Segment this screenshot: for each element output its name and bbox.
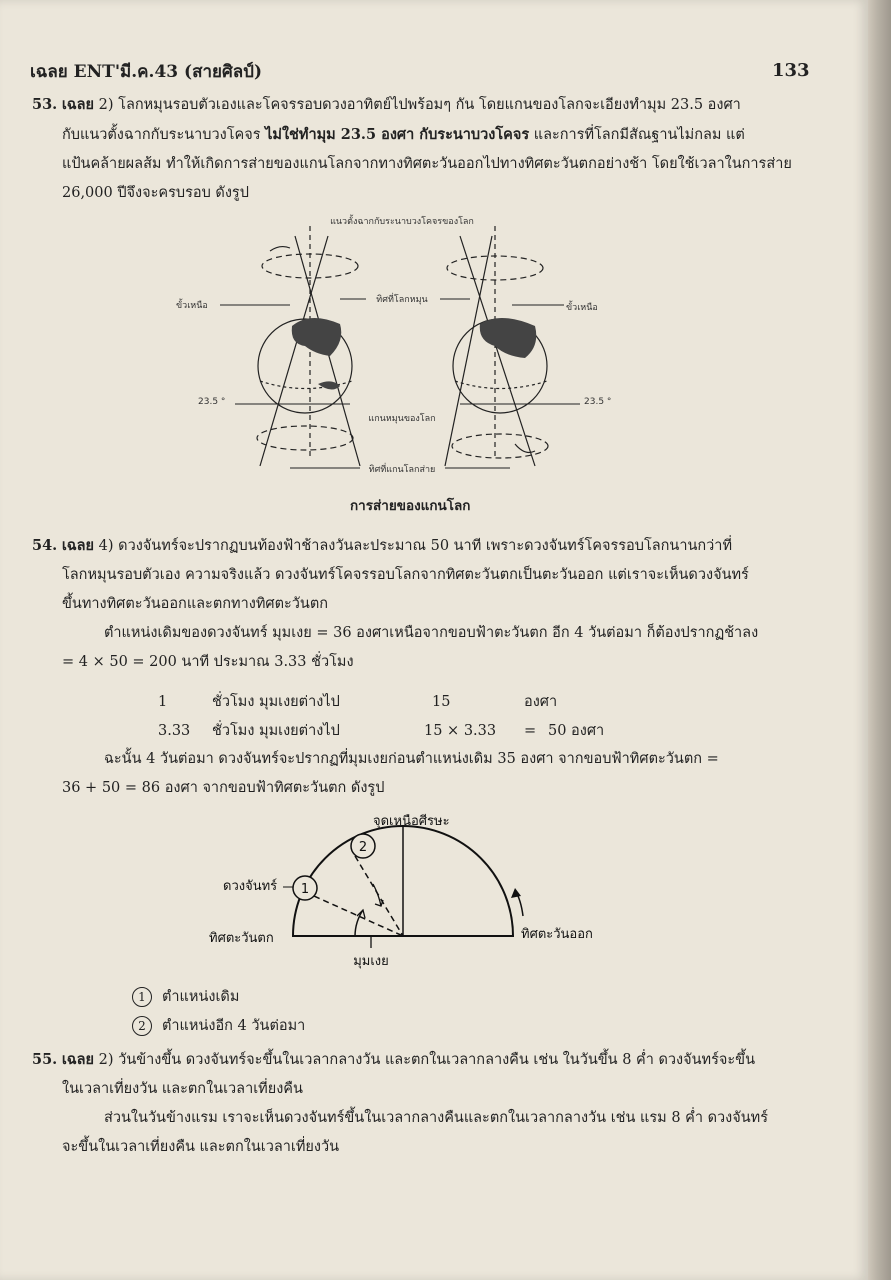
marker-2: 2 xyxy=(358,840,368,855)
answer-54-line-2: โลกหมุนรอบตัวเอง ความจริงแล้ว ดวงจันทร์โคจรรอบโลกจากทิศตะวันตกเป็นตะวันออก แต่เราจะเห็นดวงจันทร์ xyxy=(62,567,749,583)
calc-value: 15 × 3.33 xyxy=(424,723,497,739)
equals-sign: = xyxy=(524,723,537,739)
answer-lead: เฉลย xyxy=(61,96,95,113)
answer-lead: เฉลย xyxy=(61,1051,95,1068)
legend-label: ตำแหน่งอีก 4 วันต่อมา xyxy=(162,1018,306,1034)
moon-elevation-diagram xyxy=(205,808,625,978)
marker-1: 1 xyxy=(300,882,310,897)
answer-55 xyxy=(32,1045,812,1162)
hours-value: 3.33 xyxy=(158,723,191,739)
answer-lead: เฉลย xyxy=(61,537,95,554)
answer-54-para-3 xyxy=(32,745,812,803)
answer-55-line-1 xyxy=(32,1045,812,1075)
answer-53-line-4: 26,000 ปีจึงจะครบรอบ ดังรูป xyxy=(62,185,249,201)
east-label: ทิศตะวันออก xyxy=(521,927,593,942)
rotation-direction-label: ทิศที่โลกหมุน xyxy=(376,295,428,305)
zenith-label: จุดเหนือศีรษะ xyxy=(373,814,450,829)
calc-row-2 xyxy=(158,719,604,742)
question-number: 54. xyxy=(32,537,58,554)
north-pole-label-left: ขั้วเหนือ xyxy=(176,301,208,311)
running-header: เฉลย ENT'มี.ค.43 (สายศิลป์) xyxy=(30,62,262,82)
answer-54-line-1 xyxy=(32,531,812,561)
answer-choice: 4) xyxy=(98,538,114,554)
east-arrowhead xyxy=(511,888,521,898)
answer-text: วันข้างขึ้น ดวงจันทร์จะขึ้นในเวลากลางวัน และตกในเวลากลางคืน เช่น ในวันขึ้น 8 ค่ำ ดวงจันทร์จะขึ้น xyxy=(118,1052,755,1068)
emphasis-text: ไม่ใช่ทำมุม 23.5 องศา กับระนาบวงโคจร xyxy=(265,126,530,143)
continent-shape xyxy=(292,318,341,356)
calc-result: องศา xyxy=(524,694,558,710)
north-pole-label-right: ขั้วเหนือ xyxy=(566,303,598,313)
hours-unit: ชั่วโมง มุมเงยต่างไป xyxy=(212,723,340,739)
legend-item-1 xyxy=(132,985,239,1008)
answer-54-para-3-line-1: ฉะนั้น 4 วันต่อมา ดวงจันทร์จะปรากฏที่มุมเงยก่อนตำแหน่งเดิม 35 องศา จากขอบฟ้าทิศตะวันตก = xyxy=(104,751,719,767)
answer-54-para-2-line-2: = 4 × 50 = 200 นาที ประมาณ 3.33 ชั่วโมง xyxy=(62,654,354,670)
answer-text: โลกหมุนรอบตัวเองและโคจรรอบดวงอาทิตย์ไปพร้อมๆ กัน โดยแกนของโลกจะเอียงทำมุม 23.5 องศา xyxy=(118,97,741,113)
tilt-angle-left: 23.5 ° xyxy=(198,397,226,407)
answer-55-line-2: ในเวลาเที่ยงวัน และตกในเวลาเที่ยงคืน xyxy=(62,1081,303,1097)
continent-shape xyxy=(480,318,536,358)
answer-choice: 2) xyxy=(98,1052,114,1068)
hours-value: 1 xyxy=(158,694,168,710)
tilt-angle-right: 23.5 ° xyxy=(584,397,612,407)
hours-unit: ชั่วโมง มุมเงยต่างไป xyxy=(212,694,340,710)
legend-marker-1: 1 xyxy=(132,987,152,1007)
page-edge xyxy=(868,0,891,1280)
perpendicular-label: แนวตั้งฉากกับระนาบวงโคจรของโลก xyxy=(330,217,474,227)
answer-53-line-1 xyxy=(32,90,812,120)
question-number: 53. xyxy=(32,96,58,113)
answer-53-line-3: แป้นคล้ายผลส้ม ทำให้เกิดการส่ายของแกนโลกจากทางทิศตะวันออกไปทางทิศตะวันตกอย่างช้า โดยใช้เวลาในการส่าย xyxy=(62,156,792,172)
sway-direction-label: ทิศที่แกนโลกส่าย xyxy=(368,465,436,475)
west-label: ทิศตะวันตก xyxy=(209,931,274,946)
figure-caption: การส่ายของแกนโลก xyxy=(350,498,471,514)
question-number: 55. xyxy=(32,1051,58,1068)
answer-54-para-2-line-1: ตำแหน่งเดิมของดวงจันทร์ มุมเงย = 36 องศาเหนือจากขอบฟ้าตะวันตก อีก 4 วันต่อมา ก็ต้องปรากฏช้าลง xyxy=(104,625,759,641)
legend-item-2 xyxy=(132,1014,305,1037)
answer-text: ดวงจันทร์จะปรากฏบนท้องฟ้าช้าลงวันละประมาณ 50 นาที เพราะดวงจันทร์โคจรรอบโลกนานกว่าที่ xyxy=(118,538,733,554)
calc-value: 15 xyxy=(432,694,451,710)
answer-text: และการที่โลกมีสัณฐานไม่กลม แต่ xyxy=(533,127,745,143)
elevation-label: มุมเงย xyxy=(353,954,389,969)
answer-54 xyxy=(32,531,812,677)
legend-marker-2: 2 xyxy=(132,1016,152,1036)
rotation-axis-label: แกนหมุนของโลก xyxy=(368,414,436,424)
calc-row-1 xyxy=(158,690,557,713)
moon-label: ดวงจันทร์ xyxy=(223,879,278,894)
answer-54-para-3-line-2: 36 + 50 = 86 องศา จากขอบฟ้าทิศตะวันตก ดังรูป xyxy=(62,780,385,796)
calc-result: 50 องศา xyxy=(548,723,605,739)
answer-choice: 2) xyxy=(98,97,114,113)
answer-55-para-2-line-1: ส่วนในวันข้างแรม เราจะเห็นดวงจันทร์ขึ้นในเวลากลางคืนและตกในเวลากลางวัน เช่น แรม 8 ค่ำ ดวงจันทร์ xyxy=(104,1110,768,1126)
answer-53 xyxy=(32,90,812,208)
answer-text: กับแนวตั้งฉากกับระนาบวงโคจร xyxy=(62,127,261,143)
move-arc xyxy=(373,884,381,906)
answer-53-line-2 xyxy=(32,120,812,150)
answer-55-para-2-line-2: จะขึ้นในเวลาเที่ยงคืน และตกในเวลาเที่ยงวัน xyxy=(62,1139,340,1155)
axis-precession-diagram xyxy=(140,206,660,486)
sightline-1 xyxy=(305,892,403,936)
page-number: 133 xyxy=(772,60,810,81)
answer-54-line-3: ขึ้นทางทิศตะวันออกและตกทางทิศตะวันตก xyxy=(62,596,329,612)
sightline-2 xyxy=(355,856,403,936)
legend-label: ตำแหน่งเดิม xyxy=(162,989,240,1005)
